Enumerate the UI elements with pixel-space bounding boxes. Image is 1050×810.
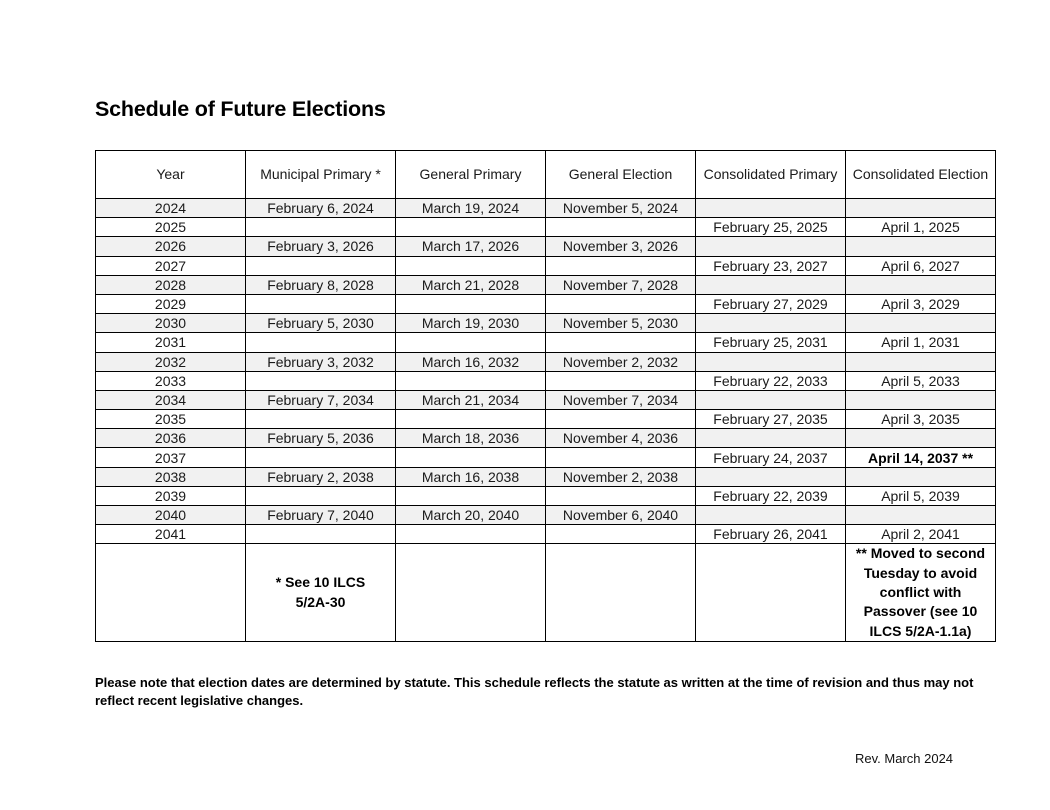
header-consolidated-primary: Consolidated Primary xyxy=(696,151,846,199)
cell-general-primary xyxy=(396,294,546,313)
cell-municipal-primary xyxy=(246,333,396,352)
cell-year: 2028 xyxy=(96,275,246,294)
cell-municipal-primary xyxy=(246,294,396,313)
cell-general-primary: March 20, 2040 xyxy=(396,506,546,525)
cell-year: 2029 xyxy=(96,294,246,313)
cell-consolidated-primary: February 26, 2041 xyxy=(696,525,846,544)
cell-consolidated-primary: February 22, 2033 xyxy=(696,371,846,390)
cell-consolidated-election: April 3, 2029 xyxy=(846,294,996,313)
cell-municipal-primary: February 3, 2032 xyxy=(246,352,396,371)
cell-municipal-primary xyxy=(246,486,396,505)
cell-consolidated-primary xyxy=(696,275,846,294)
table-row xyxy=(96,256,996,275)
cell-municipal-primary xyxy=(246,218,396,237)
footnote-row xyxy=(96,544,996,641)
cell-consolidated-election xyxy=(846,352,996,371)
cell-year: 2030 xyxy=(96,314,246,333)
cell-consolidated-primary xyxy=(696,352,846,371)
cell-general-primary xyxy=(396,448,546,467)
cell-general-election: November 4, 2036 xyxy=(546,429,696,448)
table-row xyxy=(96,467,996,486)
cell-general-primary: March 19, 2030 xyxy=(396,314,546,333)
cell-consolidated-primary: February 27, 2035 xyxy=(696,410,846,429)
cell-consolidated-primary: February 23, 2027 xyxy=(696,256,846,275)
cell-general-election: November 5, 2030 xyxy=(546,314,696,333)
cell-general-primary: March 17, 2026 xyxy=(396,237,546,256)
cell-municipal-primary: February 7, 2040 xyxy=(246,506,396,525)
header-general-election: General Election xyxy=(546,151,696,199)
cell-general-primary xyxy=(396,333,546,352)
cell-consolidated-primary: February 25, 2025 xyxy=(696,218,846,237)
cell-general-primary: March 21, 2034 xyxy=(396,390,546,409)
cell-consolidated-election xyxy=(846,506,996,525)
footnote-municipal-primary xyxy=(246,544,396,641)
table-row xyxy=(96,410,996,429)
footnote-text: * See 10 ILCS 5/2A-30 xyxy=(275,574,366,610)
cell-year: 2034 xyxy=(96,390,246,409)
cell-general-primary: March 16, 2038 xyxy=(396,467,546,486)
cell-general-election: November 5, 2024 xyxy=(546,199,696,218)
empty-cell xyxy=(96,544,246,641)
cell-consolidated-election xyxy=(846,429,996,448)
table-row xyxy=(96,429,996,448)
table-row xyxy=(96,275,996,294)
header-year: Year xyxy=(96,151,246,199)
cell-consolidated-election: April 1, 2025 xyxy=(846,218,996,237)
cell-year: 2032 xyxy=(96,352,246,371)
disclaimer-note: Please note that election dates are determined by statute. This schedule reflects the statute as written at the time of revision and thus may not reflect recent legislative changes. xyxy=(95,675,974,708)
empty-cell xyxy=(546,544,696,641)
cell-consolidated-primary xyxy=(696,199,846,218)
cell-consolidated-primary: February 27, 2029 xyxy=(696,294,846,313)
table-row xyxy=(96,333,996,352)
table-header-row xyxy=(96,151,996,199)
table-body xyxy=(96,199,996,642)
cell-municipal-primary: February 5, 2036 xyxy=(246,429,396,448)
cell-general-primary: March 19, 2024 xyxy=(396,199,546,218)
empty-cell xyxy=(696,544,846,641)
cell-general-primary xyxy=(396,486,546,505)
cell-municipal-primary: February 8, 2028 xyxy=(246,275,396,294)
cell-consolidated-primary: February 22, 2039 xyxy=(696,486,846,505)
cell-consolidated-election: April 1, 2031 xyxy=(846,333,996,352)
cell-year: 2027 xyxy=(96,256,246,275)
cell-consolidated-primary xyxy=(696,390,846,409)
election-schedule-table xyxy=(95,150,996,642)
cell-general-election: November 6, 2040 xyxy=(546,506,696,525)
table-row xyxy=(96,390,996,409)
cell-consolidated-election xyxy=(846,237,996,256)
empty-cell xyxy=(396,544,546,641)
page-title: Schedule of Future Elections xyxy=(95,97,386,121)
cell-consolidated-election: April 3, 2035 xyxy=(846,410,996,429)
table-row xyxy=(96,352,996,371)
cell-consolidated-primary xyxy=(696,429,846,448)
cell-municipal-primary: February 7, 2034 xyxy=(246,390,396,409)
cell-consolidated-primary xyxy=(696,314,846,333)
cell-year: 2041 xyxy=(96,525,246,544)
cell-municipal-primary xyxy=(246,410,396,429)
cell-consolidated-primary xyxy=(696,506,846,525)
table-row xyxy=(96,506,996,525)
table-row xyxy=(96,371,996,390)
cell-general-election xyxy=(546,218,696,237)
cell-general-election xyxy=(546,294,696,313)
header-municipal-primary: Municipal Primary * xyxy=(246,151,396,199)
header-general-primary: General Primary xyxy=(396,151,546,199)
cell-general-election xyxy=(546,525,696,544)
cell-consolidated-election: April 14, 2037 ** xyxy=(846,448,996,467)
cell-consolidated-election xyxy=(846,199,996,218)
cell-consolidated-election xyxy=(846,275,996,294)
cell-consolidated-election xyxy=(846,314,996,333)
cell-consolidated-election: April 5, 2033 xyxy=(846,371,996,390)
table-row xyxy=(96,294,996,313)
cell-general-election: November 2, 2038 xyxy=(546,467,696,486)
cell-general-primary xyxy=(396,218,546,237)
cell-year: 2033 xyxy=(96,371,246,390)
cell-consolidated-election xyxy=(846,467,996,486)
revision-date: Rev. March 2024 xyxy=(855,751,954,766)
cell-municipal-primary xyxy=(246,371,396,390)
cell-consolidated-primary: February 24, 2037 xyxy=(696,448,846,467)
table-row xyxy=(96,237,996,256)
cell-general-primary xyxy=(396,410,546,429)
table-row xyxy=(96,486,996,505)
cell-general-primary: March 18, 2036 xyxy=(396,429,546,448)
cell-general-election: November 2, 2032 xyxy=(546,352,696,371)
table-row xyxy=(96,314,996,333)
footnote-consolidated-election xyxy=(846,544,996,641)
cell-year: 2025 xyxy=(96,218,246,237)
cell-consolidated-primary xyxy=(696,237,846,256)
cell-municipal-primary: February 5, 2030 xyxy=(246,314,396,333)
cell-year: 2037 xyxy=(96,448,246,467)
footnote-text: ** Moved to second Tuesday to avoid conflict with Passover (see 10 ILCS 5/2A-1.1a) xyxy=(855,545,986,639)
cell-municipal-primary: February 6, 2024 xyxy=(246,199,396,218)
cell-year: 2039 xyxy=(96,486,246,505)
cell-year: 2031 xyxy=(96,333,246,352)
cell-year: 2036 xyxy=(96,429,246,448)
cell-year: 2024 xyxy=(96,199,246,218)
cell-general-election: November 7, 2028 xyxy=(546,275,696,294)
cell-municipal-primary: February 2, 2038 xyxy=(246,467,396,486)
cell-consolidated-election: April 6, 2027 xyxy=(846,256,996,275)
cell-year: 2040 xyxy=(96,506,246,525)
table-row xyxy=(96,448,996,467)
cell-general-election xyxy=(546,486,696,505)
table-row xyxy=(96,525,996,544)
cell-year: 2035 xyxy=(96,410,246,429)
cell-municipal-primary: February 3, 2026 xyxy=(246,237,396,256)
cell-general-primary xyxy=(396,525,546,544)
table-row xyxy=(96,199,996,218)
cell-general-election xyxy=(546,410,696,429)
cell-general-primary xyxy=(396,256,546,275)
cell-municipal-primary xyxy=(246,525,396,544)
cell-general-election xyxy=(546,256,696,275)
cell-consolidated-election: April 5, 2039 xyxy=(846,486,996,505)
cell-general-election xyxy=(546,371,696,390)
cell-general-election: November 3, 2026 xyxy=(546,237,696,256)
cell-consolidated-election xyxy=(846,390,996,409)
cell-consolidated-primary xyxy=(696,467,846,486)
header-consolidated-election: Consolidated Election xyxy=(846,151,996,199)
cell-year: 2038 xyxy=(96,467,246,486)
cell-general-election: November 7, 2034 xyxy=(546,390,696,409)
cell-consolidated-primary: February 25, 2031 xyxy=(696,333,846,352)
table-row xyxy=(96,218,996,237)
cell-consolidated-election: April 2, 2041 xyxy=(846,525,996,544)
cell-general-election xyxy=(546,333,696,352)
cell-year: 2026 xyxy=(96,237,246,256)
cell-general-primary xyxy=(396,371,546,390)
cell-municipal-primary xyxy=(246,256,396,275)
cell-general-primary: March 16, 2032 xyxy=(396,352,546,371)
cell-municipal-primary xyxy=(246,448,396,467)
cell-general-primary: March 21, 2028 xyxy=(396,275,546,294)
cell-general-election xyxy=(546,448,696,467)
